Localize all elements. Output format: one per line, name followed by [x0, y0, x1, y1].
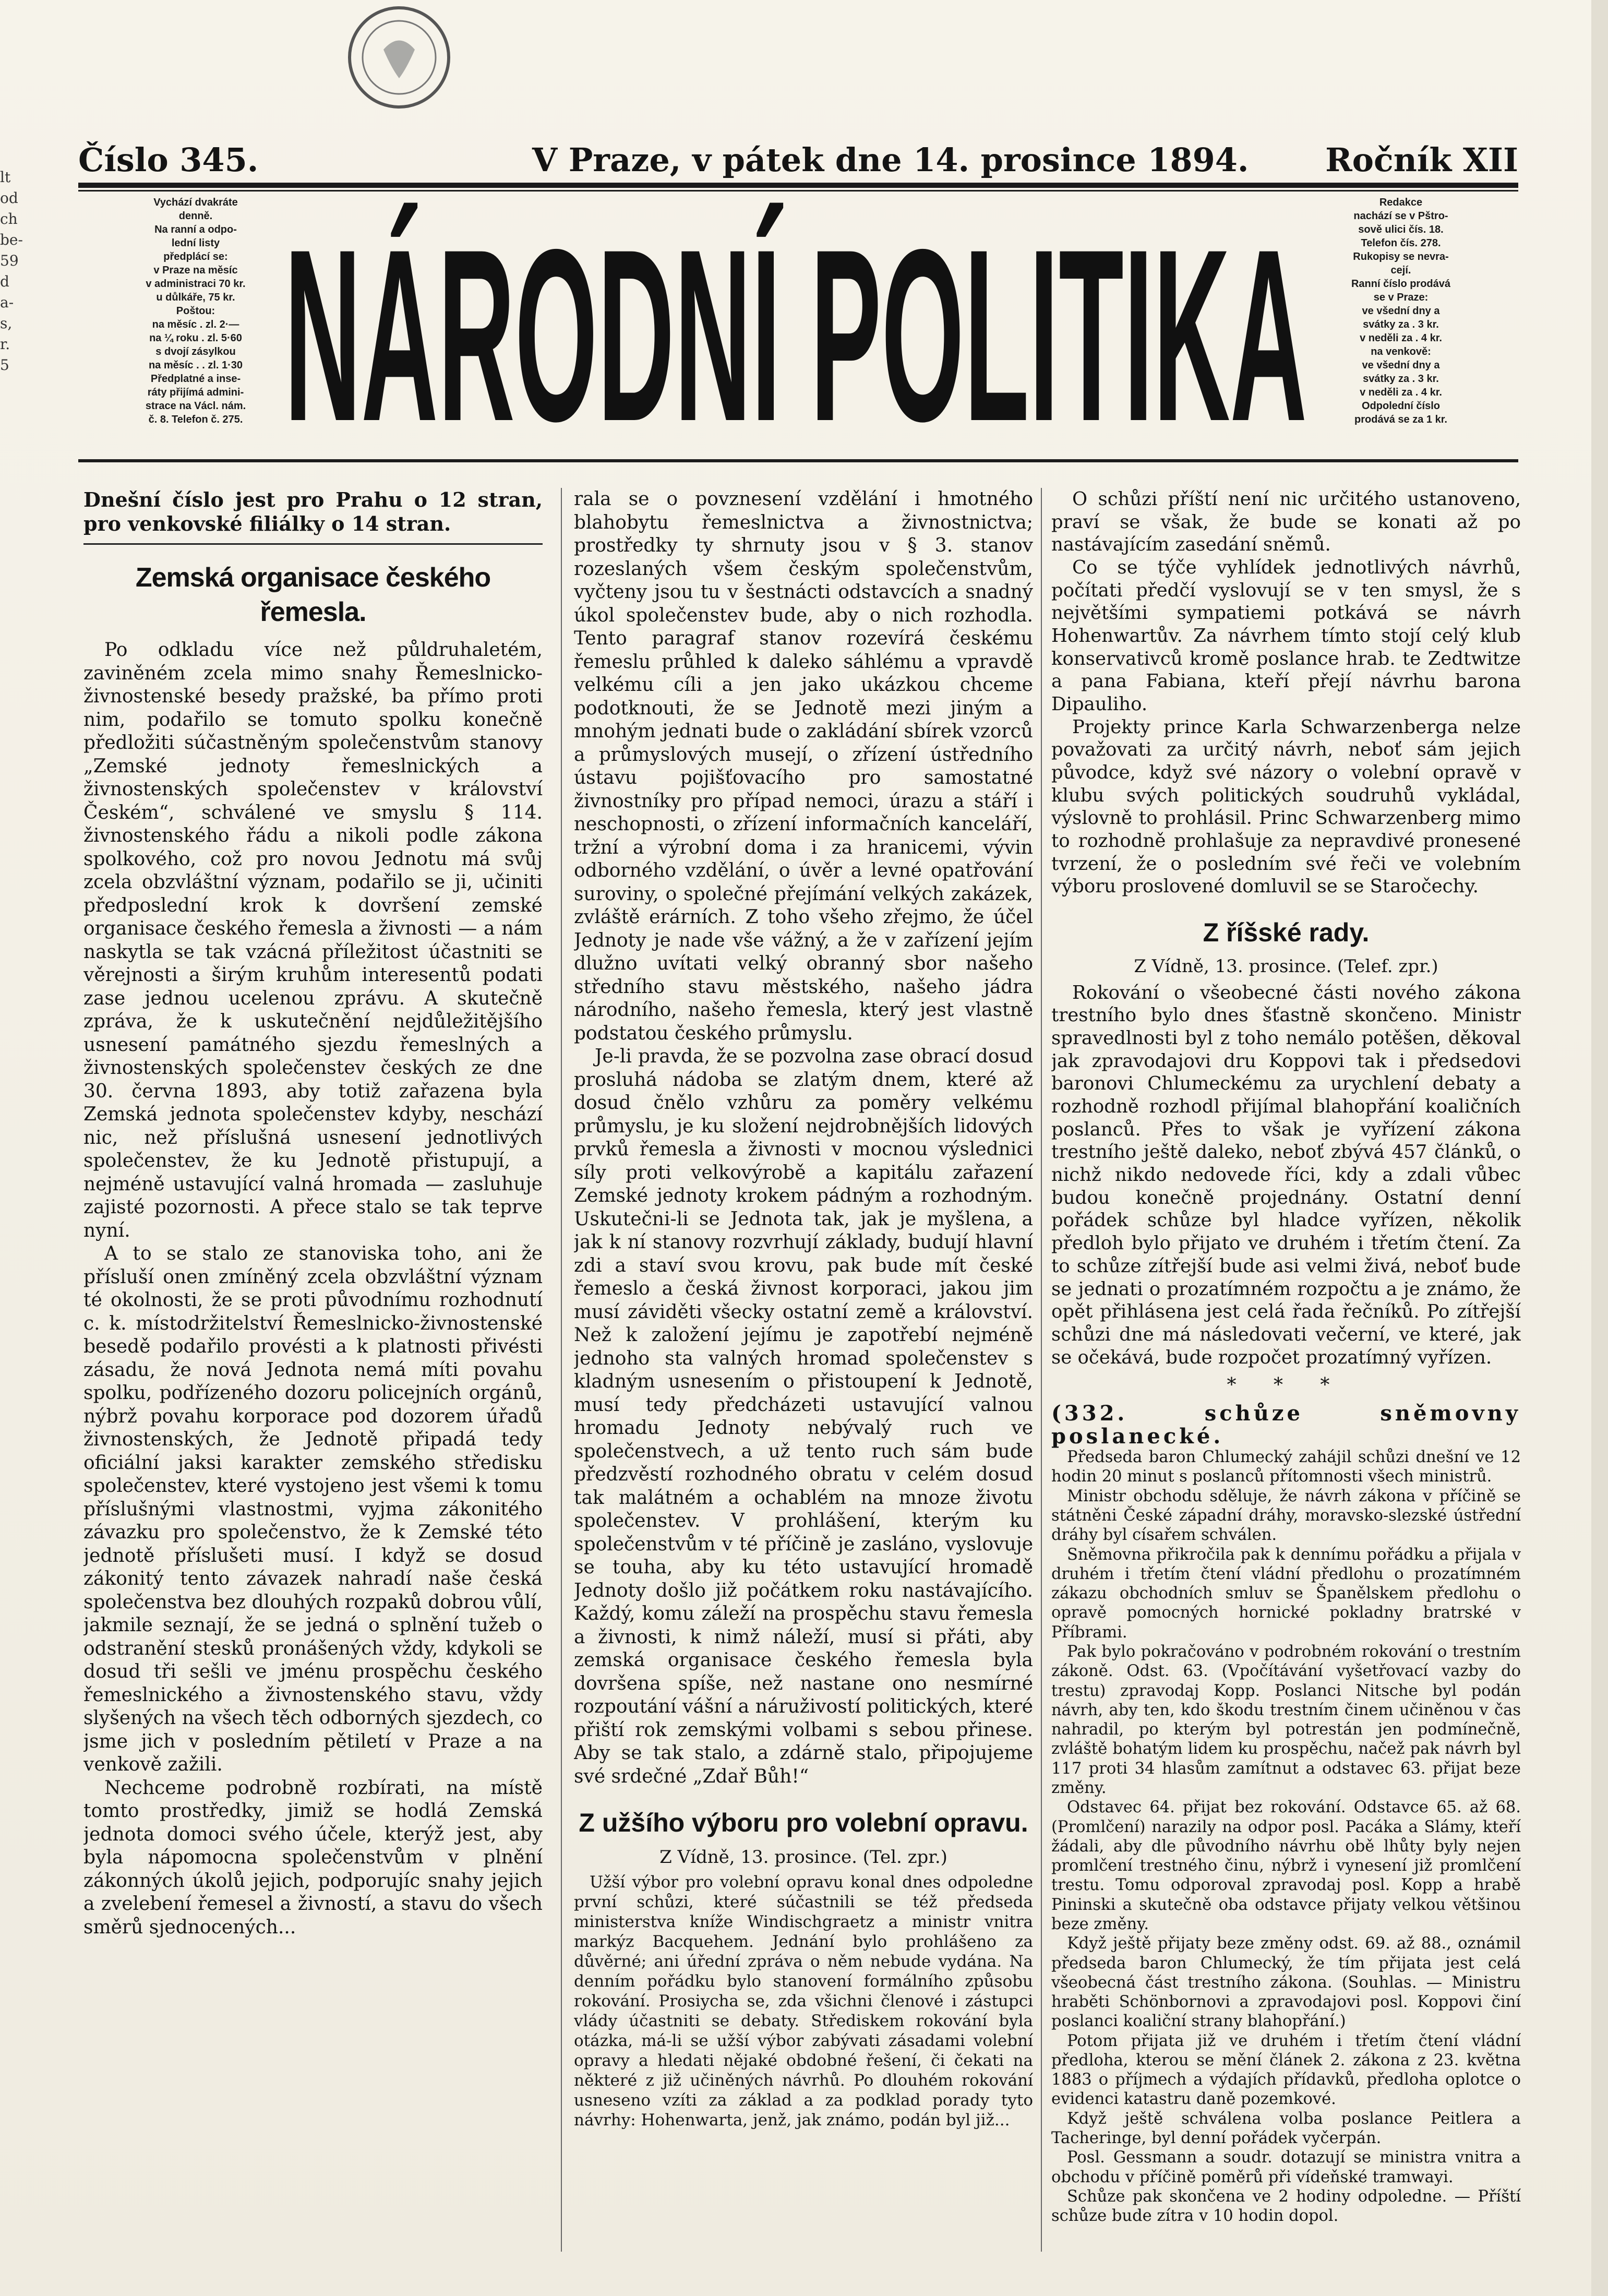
info-line: na venkově:: [1371, 346, 1431, 357]
info-line: na měsíc . . zl. 1·30: [148, 360, 243, 371]
article-paragraph: Pak bylo pokračováno v podrobném rokování o trestním zákoně. Odst. 63. (Vpočítávání vyšetřovací vazby do trestu) zpravodaj Kopp. Poslanci Nitsche byl podán návrh, aby ten, kdo škodu trestním činem učiněnou v čas nahradil, po kterým byl potrestán jen podmínečně, zvláště bohatým lidem ku prospěchu, načež pak návrh byl 117 proti 34 hlasům zamítnut a odstavec 63. přijat beze změny.: [1051, 1643, 1521, 1797]
article-paragraph: Nechceme podrobně rozbírati, na místě tomto prostředky, jimiž se hodlá Zemská jednota domoci svého účele, kterýž jest, aby byla nápomocna společenstvům v plnění zákonných úkolů jejich, podporujíc snahy jejich a zvelebení řemesel a živností, a stavu do všech směrů sjednocených...: [83, 1777, 543, 1938]
info-line: Telefon čís. 278.: [1361, 237, 1441, 249]
column-2: [574, 488, 1033, 2252]
info-line: Předplatné a inse-: [150, 373, 241, 385]
page-edge: [1591, 0, 1608, 2296]
info-line: ráty přijímá admini-: [147, 387, 244, 398]
article-paragraph: Když ještě přijaty beze změny odst. 69. až 88., oznámil předseda baron Chlumecký, že tím přijata jest celá všeobecná část trestního zákona. (Souhlas. — Ministru hraběti Schönbornovi a zpravodajovi posl. Koppovi činí poslanci koaliční strany blahopřání.): [1051, 1934, 1521, 2031]
info-line: v neděli za . 4 kr.: [1360, 332, 1442, 344]
article-paragraph: O schůzi příští není nic určitého ustanoveno, praví se však, že bude se konati až po nastávajícím zasedání sněmů.: [1051, 488, 1521, 556]
adjacent-page-fragment: lt od ch be- 59 d a- s, r. 5: [0, 169, 23, 374]
volume-number: Ročník XII: [1325, 141, 1518, 179]
divider: [83, 543, 543, 545]
article-heading: Zemská organisace českého řemesla.: [135, 563, 491, 627]
issue-header: [78, 141, 1518, 188]
article-paragraph: Předseda baron Chlumecký zahájil schůzi dnešní ve 12 hodin 20 minut s poslanců přítomnosti všech ministrů.: [1051, 1448, 1521, 1486]
issue-notice: Dnešní číslo jest pro Prahu o 12 stran, pro venkovské filiálky o 14 stran.: [83, 488, 543, 535]
info-line: prodává se za 1 kr.: [1354, 414, 1447, 425]
info-line: Odpolední číslo: [1361, 400, 1440, 412]
article-paragraph: Projekty prince Karla Schwarzenberga nelze považovati za určitý návrh, neboť sám jejich původce, když své názory o volební opravě v klubu svých politických soudruhů vykládal, výslovně to prohlásil. Princ Schwarzenberg mimo to rozhodně prohlašuje za nepravdivé pronesené tvrzení, že o posledním své řeči ve volebním výboru proslovené domluvil se se Staročechy.: [1051, 716, 1521, 898]
info-line: cejí.: [1390, 265, 1411, 276]
column-1: [83, 488, 543, 2252]
article-paragraph: Užší výbor pro volební opravu konal dnes odpoledne první schůzi, které súčastnili se též předseda ministerstva kníže Windischgraetz a ministr vnitra markýz Bacquehem. Jednání bylo prohlášeno za důvěrné; ani úřední zpráva o něm nebude vydána. Na denním pořádku bylo stanovení formálního způsobu rokování. Prosiycha se, zda všichni členové i zástupci vlády účastniti se debaty. Střediskem rokování byla otázka, má-li se užší výbor zabývati zásadami volební opravy a hledati nějaké obdobné řešení, či čekati na některé z již učiněných návrhů. Po dlouhém rokování usneseno vzíti za základ a za podklad porady tyto návrhy: Hohenwarta, jenž, jak známo, podán byl již...: [574, 1872, 1033, 2130]
column-divider: [1041, 488, 1042, 2252]
info-line: v neděli za . 4 kr.: [1360, 387, 1442, 398]
dateline: Z Vídně, 13. prosince. (Tel. zpr.): [659, 1847, 947, 1868]
article-paragraph: Rokování o všeobecné části nového zákona trestního bylo dnes šťastně skončeno. Ministr spravedlnosti byl z toho nemálo potěšen, děkoval jak zpravodajovi dru Koppovi tak i předsedovi baronovi Chlumeckému za urychlení debaty a rozhodně rozhodl přijímal blahopřání koaličních poslanců. Přes to však je vyřízení zákona trestního ještě daleko, neboť zbývá 457 článků, o nichž nikdo nedovede říci, kdy a zdali vůbec budou konečně projednány. Ostatní denní pořádek schůze byl hladce vyřízen, několik předloh bylo přijato ve druhém i třetím čtení. Za to schůze zítřejší bude asi velmi živá, neboť bude se jednati o prozatímném rozpočtu a je známo, že opět přihlásena jest celá řada řečníků. Po zítřejší schůzi dne má následovati večerní, ve které, jak se očekává, bude rozpočet prozatímný vyřízen.: [1051, 982, 1521, 1368]
article-paragraph: Schůze pak skončena ve 2 hodiny odpoledne. — Příští schůze bude zítra v 10 hodin dopol.: [1051, 2187, 1521, 2226]
info-line: denně.: [178, 210, 213, 222]
info-line: svátky za . 3 kr.: [1363, 373, 1439, 385]
info-line: Redakce: [1379, 197, 1423, 208]
header-rule: [78, 183, 1518, 188]
issue-number: Číslo 345.: [78, 141, 259, 179]
info-line: u důlkáře, 75 kr.: [156, 292, 235, 303]
info-line: lední listy: [171, 237, 220, 249]
article-paragraph: Co se týče vyhlídek jednotlivých návrhů, počítati předčí vyslovují se v ten smysl, že s největšími sympatiemi potkává se návrh Hohenwartův. Za návrhem tímto stojí celý klub konservativců kromě poslance hrab. te Zedtwitze a pana Fabiana, kteří přejí návrhu barona Dipauliho.: [1051, 557, 1521, 715]
editorial-info-box: [1286, 196, 1516, 446]
article-heading: Z užšího výboru pro volební opravu.: [579, 1808, 1028, 1837]
dateline: Z Vídně, 13. prosince. (Telef. zpr.): [1134, 956, 1438, 977]
masthead-title: [277, 190, 1315, 451]
article-paragraph: Odstavec 64. přijat bez rokování. Odstavce 65. až 68. (Promlčení) narazily na odpor posl. Pacáka a Slámy, kteří žádali, aby dle původního návrhu obě lhůty byly nejen promlčení trestného činu, nýbrž i vynesení již promlčení trestu. Tomu odporoval zpravodaj posl. Kopp a hrabě Pininski a skutečně oba odstavce přijaty velkou většinou beze změny.: [1051, 1798, 1521, 1933]
session-heading: (332. schůze sněmovny poslanecké.: [1051, 1401, 1521, 1449]
article-paragraph: rala se o povznesení vzdělání i hmotného blahobytu řemeslnictva a živnostnictva; prostředky ty shrnuty jsou v § 3. stanov rozeslaných všem českým společenstvům, vyčteny jsou tu v šestnácti odstavcích a snadný úkol společenstev bude, aby o nich rozhodla. Tento paragraf stanov rozevírá českému řemeslu průhled k daleko sáhlému a vpravdě velkému cíli a jen jako ukázkou chceme podotknouti, že se Jednotě mezi jiným a mnohým jednati bude o zakládání sbírek vzorců a průmyslových musejí, o zřízení ústředního ústavu pojišťovacího pro samostatné živnostníky pro případ nemoci, úrazu a stáří i neschopnosti, o zřízení informačních kanceláří, tržní a výrobní doma i za hranicemi, vývin odborného vzdělání, o úvěr a levné opatřování suroviny, o společné přejímání velkých zakázek, zvláště erárních. Z toho všeho zřejmo, že účel Jednoty je nade vše vážný, a že v zařízení jejím dlužno uvítati velký obranný sbor našeho středního stavu městského, našeho jádra národního, našeho řemesla, který jest vlastně podstatou českého průmyslu.: [574, 488, 1033, 1044]
section-separator: * * *: [1227, 1374, 1346, 1396]
info-line: svátky za . 3 kr.: [1363, 319, 1439, 330]
article-paragraph: Když ještě schválena volba poslance Peitlera a Tacheringe, byl denní pořádek vyčerpán.: [1051, 2109, 1521, 2148]
masthead-rule: [78, 459, 1518, 462]
library-stamp-icon: [334, 0, 464, 130]
info-line: Poštou:: [176, 305, 215, 317]
info-line: č. 8. Telefon č. 275.: [148, 414, 243, 425]
info-line: Rukopisy se nevra-: [1353, 251, 1449, 262]
info-line: strace na Václ. nám.: [145, 400, 246, 412]
info-line: se v Praze:: [1373, 292, 1429, 303]
info-line: v administraci 70 kr.: [146, 278, 246, 290]
info-line: ve všední dny a: [1362, 305, 1440, 317]
info-line: Na ranní a odpo-: [154, 224, 237, 235]
issue-date: V Praze, v pátek dne 14. prosince 1894.: [532, 141, 1249, 179]
info-line: Ranní číslo prodává: [1351, 278, 1451, 290]
article-paragraph: Posl. Gessmann a soudr. dotazují se ministra vnitra a obchodu v příčině poměrů při vídeňské tramwayi.: [1051, 2148, 1521, 2186]
info-line: na ¼ roku . zl. 5·60: [149, 332, 242, 344]
info-line: na měsíc . zl. 2·—: [152, 319, 239, 330]
info-line: předplácí se:: [163, 251, 228, 262]
article-paragraph: Potom přijata již ve druhém i třetím čtení vládní předloha, kterou se mění článek 2. zákona z 23. května 1883 o příjmech a výdajích přídavků, předloha oplotce o evidenci katastru daně pozemkové.: [1051, 2031, 1521, 2109]
info-line: s dvojí zásylkou: [155, 346, 236, 357]
article-paragraph: Po odkladu více než půldruhaletém, zaviněném zcela mimo snahy Řemeslnicko-živnostenské besedy pražské, ba přímo proti nim, podařilo se tomuto spolku konečně předložiti súčastněným společenstvům stanovy „Zemské jednoty řemeslnických a živnostenských společenstev v království Českém“, schválené ve smyslu § 114. živnostenského řádu a nikoli podle zákona spolkového, což pro novou Jednotu má svůj zcela obzvláštní význam, podařilo se ji, učiniti předposlední krok k dovršení zemské organisace českého řemesla a živnosti — a nám naskytla se tak vzácná příležitost účastniti se věrejnosti a širým kruhům interesentů podati zase jednou ucelenou zprávu. A skutečně zpráva, že k uskutečnění nejdůležitějšího usnesení památného sjezdu řemeslných a živnostenských společenstev českých ze dne 30. června 1893, aby totiž zařazena byla Zemská jednota společenstev kdyby, neschází nic, než příslušná usnesení jednotlivých společenstev, že ku Jednotě přistupují, a nejméně ustavující valná hromada — zasluhuje zajisté pozornosti. A přece stalo se tak teprve nyní.: [83, 639, 543, 1241]
info-line: nachází se v Pštro-: [1353, 210, 1448, 222]
article-paragraph: A to se stalo ze stanoviska toho, ani že přísluší onen zmíněný zcela obzvláštní význam té okolnosti, že se proti původnímu rozhodnutí c. k. místodržitelství Řemeslnicko-živnostenské besedě podařilo provésti a k platnosti přivésti zásadu, že nová Jednota nemá míti povahu spolku, podřízeného dozoru policejních orgánů, nýbrž povahu korporace pod dozorem úřadů živnostenských, že Jednotě připadá tedy oficiální jaksi karakter zemského středisku společenstev, které vystojeno jest všemi k tomu příslušnými vlastnostmi, vyjma zákonitého závazku pro společenstvo, že k Zemské této jednotě příslušeti musí. I když se dosud zákonitý tento závazek nahradí naše česká společenstva bez dlouhých rozpaků dobrou vůlí, jakmile seznají, že se jedná o splnění tužeb o odstranění stesků pronášených vždy, kdykoli se dosud tři sešli ve jménu prospěchu českého řemeslnického a živnostenského stavu, vždy slyšených na všech těch odborných sjezdech, co jsme jich v posledním pětiletí v Praze a na venkově zažili.: [83, 1243, 543, 1775]
article-paragraph: Sněmovna přikročila pak k dennímu pořádku a přijala v druhém i třetím čtení vládní předlohu o prozatímném zákazu obchodních smluv se Španělskem předlohu o opravě pomocných hornické pokladny bratrské v Příbrami.: [1051, 1545, 1521, 1642]
subscription-info-box: [81, 196, 310, 446]
article-paragraph: Ministr obchodu sděluje, že návrh zákona v příčině se státněni České západní dráhy, moravsko-slezské ústřední dráhy byl císařem schválen.: [1051, 1487, 1521, 1545]
info-line: v Praze na měsíc: [153, 265, 238, 276]
column-divider: [561, 488, 562, 2252]
info-line: Vychází dvakráte: [153, 197, 238, 208]
column-3: [1051, 488, 1521, 2252]
masthead-text: NÁRODNÍ POLITIKA: [284, 198, 1307, 451]
info-line: sově ulici čís. 18.: [1358, 224, 1444, 235]
article-heading: Z říšské rady.: [1203, 918, 1370, 948]
info-line: ve všední dny a: [1362, 360, 1440, 371]
article-paragraph: Je-li pravda, že se pozvolna zase obrací dosud prosluhá nádoba se zlatým dnem, které až dosud čnělo vzhůru za poměry velkému průmyslu, je ku složení nejdrobnějších lidových prvků řemesla a živnosti v mocnou výslednici síly proti velkovýrobě a kapitálu zařazení Zemské jednoty krokem pádným a rozhodným. Uskutečni-li se Jednota tak, jak je myšlena, a jak k ní stanovy rozvrhují základy, budují hlavní zdi a staví svou krovu, pak bude mít české řemeslo a česká živnost korporaci, jakou jim musí záviděti všecky ostatní země a království. Než k založení jejímu je zapotřebí nejméně jednoho sta valných hromad společenstev s kladným usnesením o přistoupení k Jednotě, musí tedy předcházeti ustavující valnou hromadu Jednoty nebývalý ruch ve společenstvech, a už tento ruch sám bude předzvěstí rozhodného obratu v celém dosud tak malátném a ochablém na mnoze životu společenstev. V prohlášení, kterým ku společenstvům v té příčině je zasláno, vyslovuje se touha, aby ku této ustavující hromadě Jednoty došlo již počátkem roku nastávajícího. Každý, komu záleží na prospěchu stavu řemesla a živnosti, k nimž náleží, musí si přáti, aby zemská organisace českého řemesla byla dovršena spíše, než nastane ono nesmírné rozpoutání vášní a náruživostí politických, které přiští rok zemskými volbami s sebou přinese. Aby se tak stalo, a zdárně stalo, připojujeme své srdečné „Zdař Bůh!“: [574, 1046, 1033, 1787]
